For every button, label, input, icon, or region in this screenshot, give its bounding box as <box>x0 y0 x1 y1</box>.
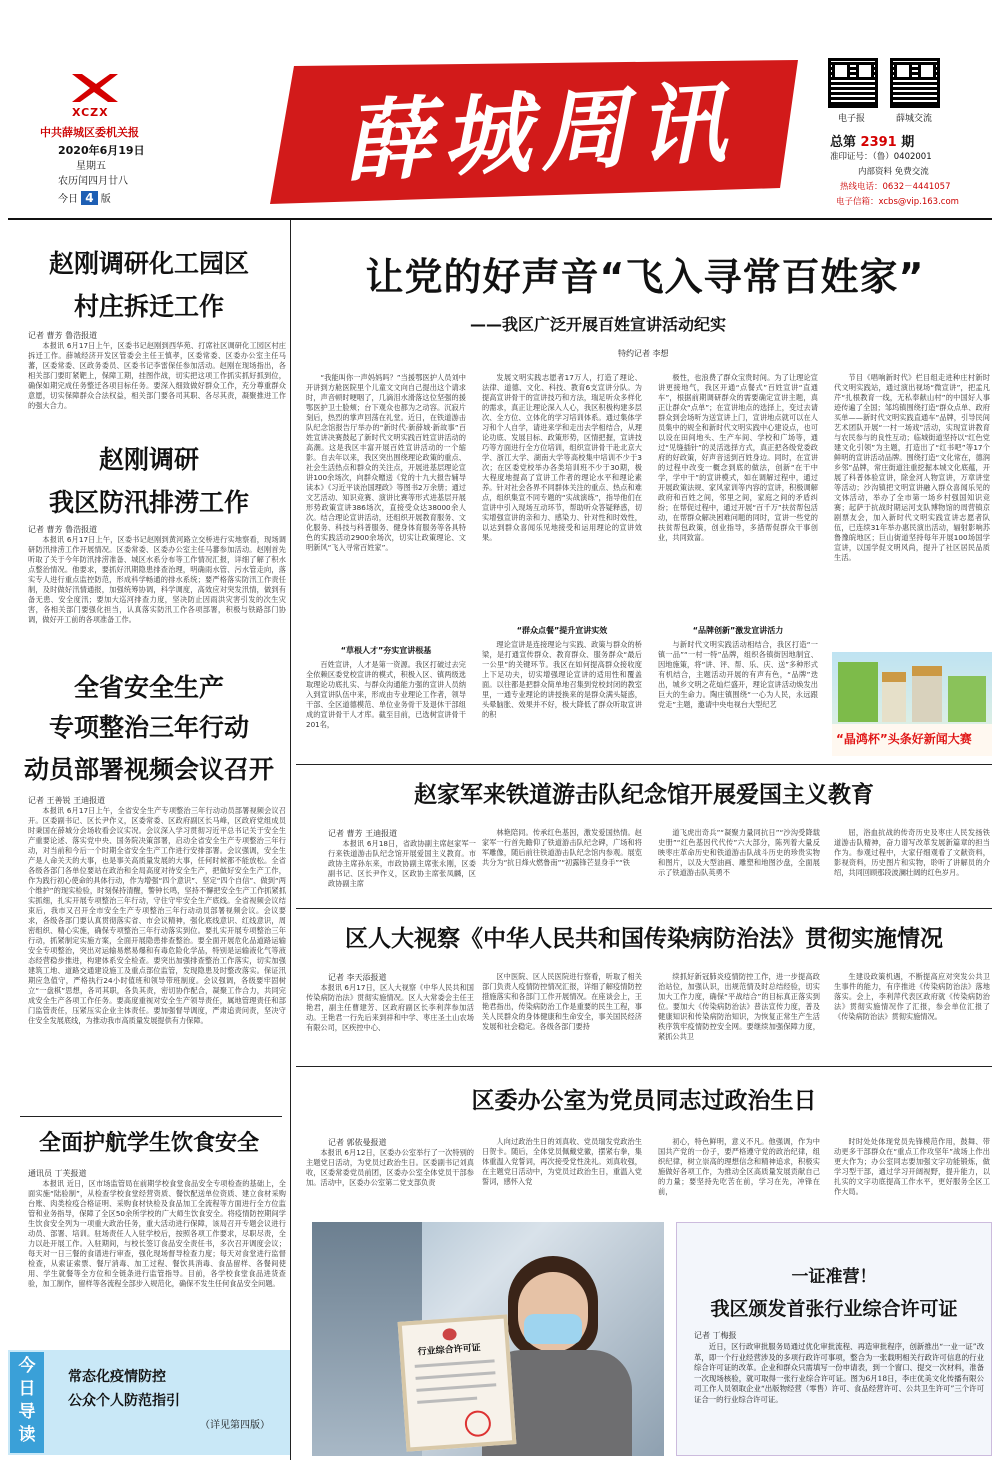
article-body: 本报讯 6月17日上午，区委书记赵刚到西华苑、打席社区调研化工园区村庄拆迁工作。薛城经济开发区管委会主任王慎孝，区委常委、区委办公室主任马蕃，区委常委、区政务委员、区委书记李雷保任参加活动。赵刚在现场指出，各相关部门要盯紧靶上，保障工期，挂图作战，切实把这项工作抓实抓好抓到位，确保如期完成任务整迁各项目标任务。要深入细致做好群众工作，充分尊重群众意愿，切实保障群众合法权益，相关部门要各司其职、各尽其责，凝聚推进工作的强大合力。 <box>28 341 286 410</box>
permit-number: 准印证号：（鲁）0402001 <box>830 152 932 162</box>
byline: 记者 王善锐 王迪报道 <box>28 796 106 805</box>
article-column: 生建设政策机遇，不断提高应对突发公共卫生事件的能力，有序推进《传染病防治法》落地落实。会上，李利萍代表区政府就《传染病防治法》贯彻实施情况作了汇报，参会单位汇报了《传染病防治法》贯彻实施情况。 <box>834 972 990 1021</box>
headline: 全面护航学生饮食安全 <box>38 1131 259 1156</box>
issue-weekday: 星期五 <box>76 161 106 172</box>
article-column: 理论宣讲是连接理论与实践、政策与群众的桥梁，是打通宣传群众、教育群众、服务群众“最后一公里”的关键环节。我区在如何提高群众接收度上下足功夫，切实增强理论宣讲的适用性和覆盖面。以往都是把群众简单地召集到党校封闭的教室里，一通专业理论的讲授换来的是群众满头疑惑，头晕脑胀、效果并不好，极大降低了群众听取宣讲的积 <box>482 640 642 719</box>
building-shape <box>912 666 942 722</box>
wechat-qr-icon <box>890 58 940 108</box>
headline: 赵刚调研化工园区 <box>48 249 249 278</box>
headline: 赵刚调研 <box>98 445 199 474</box>
news-photo <box>312 1222 664 1456</box>
article-column: 本报讯 6月12日，区委办公室举行了一次特别的主题党日活动，为党员过政治生日。区委副书记刘真收，区委常委党员前团，区委办公室全体党员干部参加。活动中，区委办公室第二党支部负责 <box>306 1148 474 1187</box>
tree-shape <box>838 662 878 722</box>
article-column: 人向过政治生日的刘真收、党员瑞发党政治生日贺卡。随后，全体党员佩戴党徽，摆紧右拳，集体重温入党誓词，再次接受党性洗礼。刘真收强，在主题党日活动中，为党员过政治生日，重温入党誓词，感怀入党 <box>482 1137 642 1186</box>
article-column: 本报讯 6月17日，区人大视察《中华人民共和国传染病防治法》贯彻实施情况。区人大常委会主任王艳君，副主任曹建芳、区政府副区长李利萍参加活动。王艳君一行先后来到祥和中学、枣庄圣土山农场有限公司，区疾控中心、 <box>306 983 474 1032</box>
lead-subheadline: ——我区广泛开展百姓宣讲活动纪实 <box>470 315 727 334</box>
building-shape <box>882 672 906 722</box>
newspaper-logo-icon <box>68 70 124 110</box>
contest-banner-text: “晶鸿杯”头条好新闻大赛 <box>836 732 972 746</box>
article-body: 本报讯 近日，区市场监管局在前期学校食堂食品安全专项检查的基础上，全面实施“陆验制”，从检查学校食堂经营资质、餐饮配送单位资质、建立食材采购台账、肉类检疫合格证明、采购食材快检及食品加工全流程等方面进行全方位监管和业务指导，保障了全区50余所学校的广大师生饮食安全。将疫情防控期间学生饮食安全列为一项重大政治任务，重大活动进行保障，该局召开专题会议进行动员、部署、培训。驻场责任人入驻学校后，按照各项工作要求，尽职尽责，全力以赴开展工作。入驻期间，与校长签订食品安全责任书，多次召开调度会议；每天对一日三餐的食谱进行审查，强化现场督导检查力度；每天对食堂进行监督检查，从索证索票、餐厅消毒、加工过程、餐饮具消毒、食品留样、各餐间使用、学生就餐等全方位和全链条进行监管指导。目前，各学校食堂食品进货查验，加工制作，留样等各流程全部步入规范化，确保不发生任何食品安全问题。 <box>28 1179 286 1288</box>
section-subhead: “品牌创新”激发宣讲活力 <box>692 626 784 635</box>
byline: 记者 郭依曼报道 <box>328 1138 387 1147</box>
emblem-icon <box>442 1328 457 1341</box>
logo-text: XCZX <box>72 106 109 119</box>
section-subhead: “群众点餐”提升宣讲实效 <box>516 626 608 635</box>
article-column: 道飞虎出奇兵”“凝聚力量同抗日”“沙沟受降载史册”“红色基因代代传”六大部分，陈列着大量反映枣庄革命历史和铁道游击队战斗历史的珍贵实物和图片，以及大型油画、雕塑和地图沙盘，全面展示了铁道游击队英勇不 <box>658 828 820 877</box>
article-column: 与新时代文明实践活动相结合，我区打造“一镇一品”“一村一特”品牌，组织各镇街因地制宜、因地施策，将“讲、评、帮、乐、庆、送”多种形式有机结合，主题活动开展的有声有色，“品牌”迭出，城乡文明之花灿烂盛开，理论宣讲活动焕发出巨大的生命力。陶庄镇围绕“一心为人民，永远跟党走”主题，邀请中央电视台大型纪艺 <box>658 640 818 709</box>
headline: 专项整治三年行动 <box>48 713 249 742</box>
circulation-note: 内部资料 免费交流 <box>858 167 929 177</box>
qr1-label: 电子报 <box>838 114 866 124</box>
byline: 记者 李天添报道 <box>328 973 387 982</box>
article-kicker: 一证准营！ <box>791 1267 877 1287</box>
tree-shape <box>948 676 986 722</box>
article-column: 屈，浴血抗战的传奇历史及枣庄人民发扬铁道游击队精神，奋力谱写改革发展新篇章的担当作为。参观过程中，大家仔细观看了文献资料，影视资料，历史图片和实物，聆听了讲解员的介绍，共同回顾那段波澜壮阔的红色岁月。 <box>834 828 990 877</box>
face-mask-shape <box>524 1314 582 1344</box>
byline: 特约记者 李想 <box>618 349 669 358</box>
email: 电子信箱：xcbs@vip.163.com <box>836 197 959 207</box>
section-subhead: “草根人才”夯实宣讲根基 <box>340 646 432 655</box>
lead-headline: 让党的好声音“飞入寻常百姓家” <box>365 255 925 299</box>
article-column: 林艳陪同。传承红色基因，激发爱国热情。赵家军一行首先瞻仰了铁道游击队纪念碑，广场和将军雕像，随后前往铁道游击队纪念馆内参观。展览共分为“抗日烽火燃鲁南”“初露锋芒显身手”“铁 <box>482 828 642 867</box>
article-column: 时时处处体现党员先锋模范作用，鼓舞、带动更多干部群众在“重点工作攻坚年”战场上作出更大作为；办公室同志要加强文字功能锻炼，做学习型干部，通过学习开阔视野，提升能力，以扎实的文字功底提高工作水平，更好服务全区工作大局。 <box>834 1137 990 1196</box>
article-column: 百姓宣讲，人才是第一资源。我区打破过去完全依赖区委党校宣讲的模式，积极入区、镇两级选取理论功底扎实、与群众沟通能力强的宣讲人员纳入到宣讲队伍中来，形成由专业理论工作者，领导干部、全区道德模范、单位业务骨干及退休干部组成的宣讲骨干人才库。截至目前，已选树宣讲骨干201名， <box>306 660 466 729</box>
byline: 记者 曹芳 王迪报道 <box>328 829 398 838</box>
preview-title: 常态化疫情防控 <box>68 1369 166 1385</box>
headline: 我区颁发首张行业综合许可证 <box>710 1298 958 1320</box>
certificate-title: 行业综合许可证 <box>417 1343 481 1358</box>
preview-note: （详见第四版） <box>200 1420 270 1431</box>
publisher-org: 中共薛城区委机关报 <box>40 126 139 139</box>
headline: 区人大视察《中华人民共和国传染病防治法》贯彻实施情况 <box>345 926 943 952</box>
newspaper-title-art: 薛城周讯 <box>341 69 739 195</box>
article-column: “我能叫你一声妈妈吗？”当援鄂医护人员刘中开讲到方舱医院里个儿童文文向自己提出这个请求时，声音顿时哽咽了，几滴泪水滑落这位坚强的援鄂医护卫士脸颊；台下观众也都为之动容。沉寂片刻后，热烈的掌声回荡在礼堂。近日，在铁道游击队纪念馆报告厅举办的“新时代·新薛城·新故事”百姓宣讲决赛鼓起了新时代文明实践百姓宣讲活动的高潮。这是我区丰富开展百姓宣讲活动的一个缩影。自去年以来，我区突出围绕理论政策的重点、社会生活热点和群众的关注点，开展进基层理论宣讲100余场次，向群众赠送《党的十九大报告辅导读本》《习近平谈治国理政》等图书2万余册；通过文艺活动、知识竞赛、演讲比赛等形式进基层开展形势政策宣讲386场次，直接受众达38000余人次。结合理论宣讲活动，还组织开展教育服务、文化服务、科技与科普服务、健身体育服务等各具特色的实践活动2900余场次，切实让政策理论、文明新风“飞入寻常百姓家”。 <box>306 373 466 552</box>
article-body: 本报讯 6月17日上午，区委书记赵刚到黄河路立交桥进行实地察看，现场调研防汛排涝工作开展情况。区委常委、区委办公室主任马蕃参加活动。赵刚首先听取了关于今年防汛排涝准备、城区水系分布等工作情况汇报，详细了解了积水点整治情况。他要求，要抓好汛期隐患排查治理，明确雨水管、污水管走向，落实专人进行重点监控防范，形成科学畅通的排水系统；要严格落实防汛工作责任制，及时做好汛情通报，加强统筹协调，科学调度，高效应对突发汛情，做到有备无患、安全度汛；要加大巡河排查力度，坚决防止因雨洪灾害引发的次生灾害，各相关部门要强化担当，认真落实防汛工作各项部署，积极与铁路部门协调，做好开工前的各项准备工作。 <box>28 535 286 624</box>
article-column: 极性，也浪费了群众宝贵时间。为了让理论宣讲更接地气，我区开通“点餐式”百姓宣讲“直通车”，根据前期调研群众的需要确定宣讲主题，真正让群众“点单”；在宣讲地点的选择上，变过去请群众到会场听为送宣讲上门，宣讲地点就可以在人员集中的规全和新时代文明实践中心建设点，也可以设在田间地头、生产车间、学校和广场等，通过“见缝插针”的灵活选择方式，真正把各级党委政府的好政策，好声音送到百姓身边。同时，在宣讲的过程中改变一概念到底的做法，创新“在干中学，学中干”的宣讲模式，如在调解过程中，通过开展政策法规、家风家训等内容的宣讲，积极调解政府和百姓之间，邻里之间，家庭之间的矛盾纠纷；在帮促过程中，通过开展“百千万”扶贫帮包活动，在帮群众解决困难问题的同时，宣讲一些党的扶贫帮包政策，创业指导，多措帮促群众干事创业，共同致富。 <box>658 373 818 542</box>
contest-banner[interactable] <box>832 652 992 756</box>
headline: 全省安全生产 <box>73 673 224 702</box>
lunar-date: 农历闰四月廿八 <box>58 176 128 187</box>
headline: 区委办公室为党员同志过政治生日 <box>471 1088 817 1114</box>
byline: 记者 丁梅报 <box>694 1331 737 1340</box>
headline: 赵家军来铁道游击队纪念馆开展爱国主义教育 <box>414 782 874 808</box>
byline: 通讯员 丁芙报道 <box>28 1169 87 1178</box>
page-count: 今日 4 版 <box>58 191 111 205</box>
article-column: 初心，特色鲜明，意义不凡。他强调，作为中国共产党的一份子，要严格遵守党的政治纪律，组织纪律，树立崇高的理想信念和精神追求，积极实施做好各项工作，为推动全区高质量发展贡献自己的力量；要坚持先吃苦在前，学习在先，冲锋在前， <box>658 1137 820 1196</box>
preview-title: 公众个人防范指引 <box>68 1393 180 1409</box>
preview-label: 今日导读 <box>18 1356 36 1445</box>
headline: 村庄拆迁工作 <box>73 292 224 321</box>
article-column: 本报讯 6月18日，省政协副主席赵家军一行来铁道游击队纪念馆开展爱国主义教育。市政协主席孙东来，市政协副主席张永刚，区委副书记、区长尹作义，区政协主席张凤麟，区政协副主席 <box>328 839 476 888</box>
article-column: 节目《唱响新时代》栏目组走进种庄村新时代文明实践站，通过演出视场“微宣讲”，把孟凡芹“扎根教育一线，无私奉献山村”的中国好人事迹传遍了全国；邹坞镇围绕打造“群众点单、政府买单——新时代文明实践直通车”品牌，引导民间艺术团队开展“一村一场戏”活动，实现宣讲教育与农民参与的良性互动；临城街道坚持以“红色党建文化引领”为主题，打造出了“红书吧”等17个鲜明的宣讲活动品牌。围绕打造“文化常在，德润乡邻”品牌，常庄街道注重挖掘本城文化底蕴，开展了科普体验宣讲，除金河人物宣讲，万章讲堂等活动；沙沟镇把文明宣讲融入群众喜闻乐见的文体活动，举办了全市第一场乡村强国知识竞赛；起萨于抗战时期运河支队博物馆的周营镇京剧票友会，加入新时代文明实践宣讲志愿者队伍，已连续31年举办惠民演出活动，辐射影响苏鲁豫皖地区；巨山街道坚持每年开展100场国学宣讲，以国学促文明风尚，提升了社区居民品质生活。 <box>834 373 990 562</box>
issue-number: 总第 2391 期 <box>830 135 915 150</box>
byline: 记者 曹芳 鲁浩报道 <box>28 331 98 340</box>
article-column: 续抓好新冠肺炎疫情防控工作，进一步提高政治站位，加强认识，出规范情及时总结经验，切实加大工作力度，确保“平战结合”的目标真正落实到位。要加大《传染病防治法》普法宣传力度，普及健康知识和传染病防治知识，为恢复正常生产生活秩序筑牢疫情防控安全网。要继续加强保障力度，紧抓公共卫 <box>658 972 820 1041</box>
article-column: 发展文明实践志愿者17万人，打造了理论、法律、道德、文化、科技、教育6支宣讲分队。为提高宣讲骨干的宣讲技巧和方法，瑞足听众多样化的需求，真正让理论深入人心，我区积极构建多层次、全方位、立体化的学习培训体系。通过集体学习和个人自学，请进来学和走出去学相结合，从理论功底、发展目标、政策形势，区情把握，宣讲技巧等方面进行全方位培训，组织宣讲骨干赴北京大学、浙江大学、湖南大学等高校集中培训不少于3次；在区委党校举办各类培训班不少于30期，极大程度地提高了宣讲工作者的理论水平和理论素养。针对社会各界不同群体关注的重点、热点和难点，组织集宣不同专题的“实战演练”，指导他们在宣讲中引入现场互动环节，帮助听众答疑释惑，切实增强宣讲的亲和力、感染力、针对性和时效性，以达到群众喜闻乐见地接受和运用理论的宣讲效果。 <box>482 373 642 542</box>
hotline: 热线电话：0632－4441057 <box>840 182 951 192</box>
article-body: 近日，区行政审批服务局通过优化审批流程、再造审批程序，创新推出“一业一证”改革，即一个行业经营涉及的多项行政许可事项，整合为一张载明相关行政许可信息的行业综合许可证的改革。企业和群众只需填写一份申请表，到一个窗口、提交一次材料，准备一次现场核验，就可取得一张行业综合许可证。图为6月18日，李庄优美文化传播有限公司工作人员领取企业“出版物经营（零售）许可、食品经营许可、公共卫生许可”三个许可证合一的行业综合许可证。 <box>694 1342 984 1404</box>
license-certificate <box>398 1314 517 1451</box>
byline: 记者 曹芳 鲁浩报道 <box>28 525 98 534</box>
article-column: 区中医院、区人民医院进行察看，听取了相关部门负责人疫情防控情况汇报，详细了解疫情防控措施落实和各部门工作开展情况。在座谈会上，王艳君指出，传染病防治工作是重要的民生工程，事关人民群众的身体健康和生命安全，事关国民经济发展和社会稳定。各级各部门要持 <box>482 972 642 1031</box>
headline: 动员部署视频会议召开 <box>23 755 274 784</box>
qr2-label: 薛城交流 <box>896 114 933 124</box>
article-body: 本报讯 6月17日上午，全省安全生产专项整治三年行动动员部署视频会议召开。区委副书记、区长尹作义，区委常委、区政府副区长马峰，区政府党组成员时秉国在薛城分会场收看会议实况。会议深入学习贯彻习近平总书记关于安全生产重要论述、落实党中央、国务院决策部署，启动全省安全生产专项整治三年行动，对当前和今后一个时期全省安全生产工作进行安排部署。会议强调，安全生产是人命关天的大事，也是事关高质量发展的大事，任何时候都不能放松。全省各级各部门各单位要站在政治和全局高度对待安全生产，把做好安全生产工作，作为践行初心使命的具体行动，作为增强“四个意识”、坚定“四个自信”、做到“两个维护”的现实检验，时刻保持清醒，警钟长鸣，坚持不懈把安全生产工作抓紧抓实抓细，扎实开展专项整治三年行动，守住守牢安全生产底线。全省视频会议结束后，我市又召开全市安全生产专项整治三年行动动员部署视频会议。会议要求，各级各部门要认真贯彻落实省、市会议精神，强化底线意识、红线意识，周密组织、精心实施，确保专项整治三年行动落实到位。要扎实开展专项整治三年行动，抓紧制定实施方案，全面开展隐患排查整治。要全面开展危化品道路运输安全专项整治，突出对运输易燃易爆和有毒危险化学品，特别是运输液化气等液态经营稳步推进，构建体系安全检查。要突出加强排查整治工作落实，切实加强建筑工地、道路交通建设施工及重点部位监管，发现隐患及时整改落实。保证汛期应急值守，严格执行24小时值班和领导带班制度。会议强调，各级要牢固树立“一盘棋”思想，各司其职，各负其责，密切协作配合，凝聚工作合力，共同完成安全生产各项工作任务。要高度重视对安全生产领导责任，属地管理责任和部门监管责任，压紧压实企业主体责任。要加强督导调度，严肃追责问责，坚决守住安全发展底线，为推动我市高质量发展提供有力保障。 <box>28 806 286 1025</box>
headline: 我区防汛排涝工作 <box>48 488 249 517</box>
seal-icon <box>464 1410 492 1438</box>
epaper-qr-icon <box>828 58 878 108</box>
issue-date: 2020年6月19日 <box>58 144 145 157</box>
